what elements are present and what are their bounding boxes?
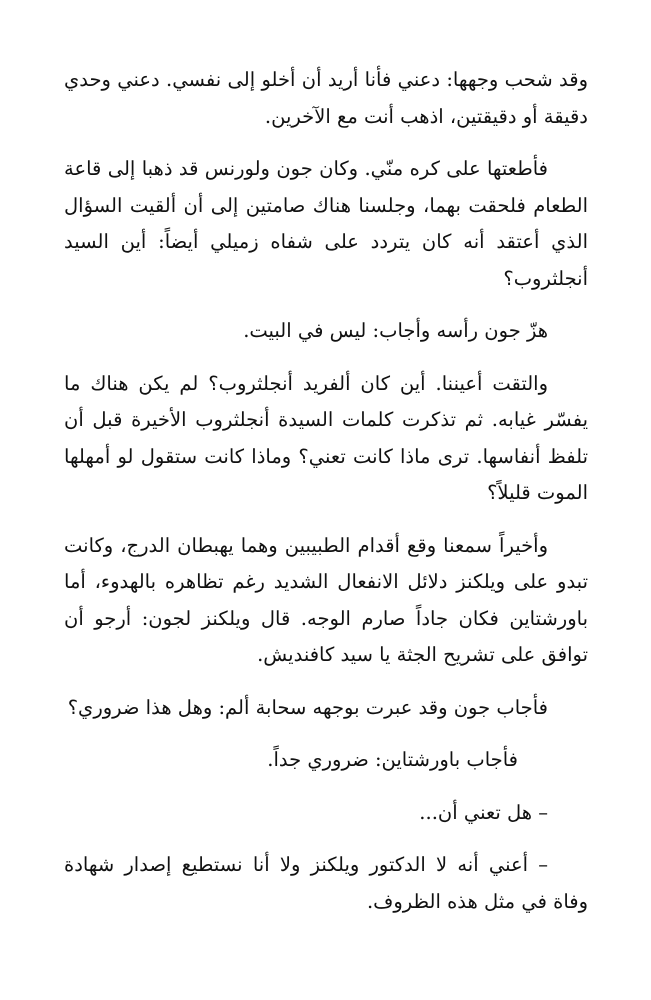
- paragraph-1: وقد شحب وجهها: دعني فأنا أريد أن أخلو إلى نفسي. دعني وحدي دقيقة أو دقيقتين، اذهب أنت مع الآخرين.: [64, 68, 588, 128]
- book-page: [64, 62, 588, 936]
- paragraph-2: فأطعتها على كره منّي. وكان جون ولورنس قد ذهبا إلى قاعة الطعام فلحقت بهما، وجلسنا هناك صامتين إلى أن ألقيت السؤال الذي أعتقد أنه كان يتردد على شفاه زميلي أيضاً: أين السيد أنجلثروب؟: [64, 157, 588, 290]
- paragraph-9: – أعني أنه لا الدكتور ويلكنز ولا أنا نستطيع إصدار شهادة وفاة في مثل هذه الظروف.: [64, 853, 588, 913]
- paragraph-7: فأجاب باورشتاين: ضروري جداً.: [267, 748, 518, 771]
- paragraph-4: والتقت أعيننا. أين كان ألفريد أنجلثروب؟ لم يكن هناك ما يفسّر غيابه. ثم تذكرت كلمات السيدة أنجلثروب الأخيرة قبل أن تلفظ أنفاسها. ترى ماذا كانت تعني؟ وماذا كانت ستقول لو أمهلها الموت قليلاً؟: [64, 371, 588, 504]
- paragraph-3: هزّ جون رأسه وأجاب: ليس في البيت.: [243, 319, 548, 342]
- paragraph-8: – هل تعني أن...: [419, 800, 548, 824]
- paragraph-6: فأجاب جون وقد عبرت بوجهه سحابة ألم: وهل هذا ضروري؟: [67, 695, 548, 719]
- paragraph-5: وأخيراً سمعنا وقع أقدام الطبيبين وهما يهبطان الدرج، وكانت تبدو على ويلكنز دلائل الانفعال الشديد رغم تظاهره بالهدوء، أما باورشتاين فكان جاداً صارم الوجه. قال ويلكنز لجون: أرجو أن توافق على تشريح الجثة يا سيد كافنديش.: [64, 533, 588, 666]
